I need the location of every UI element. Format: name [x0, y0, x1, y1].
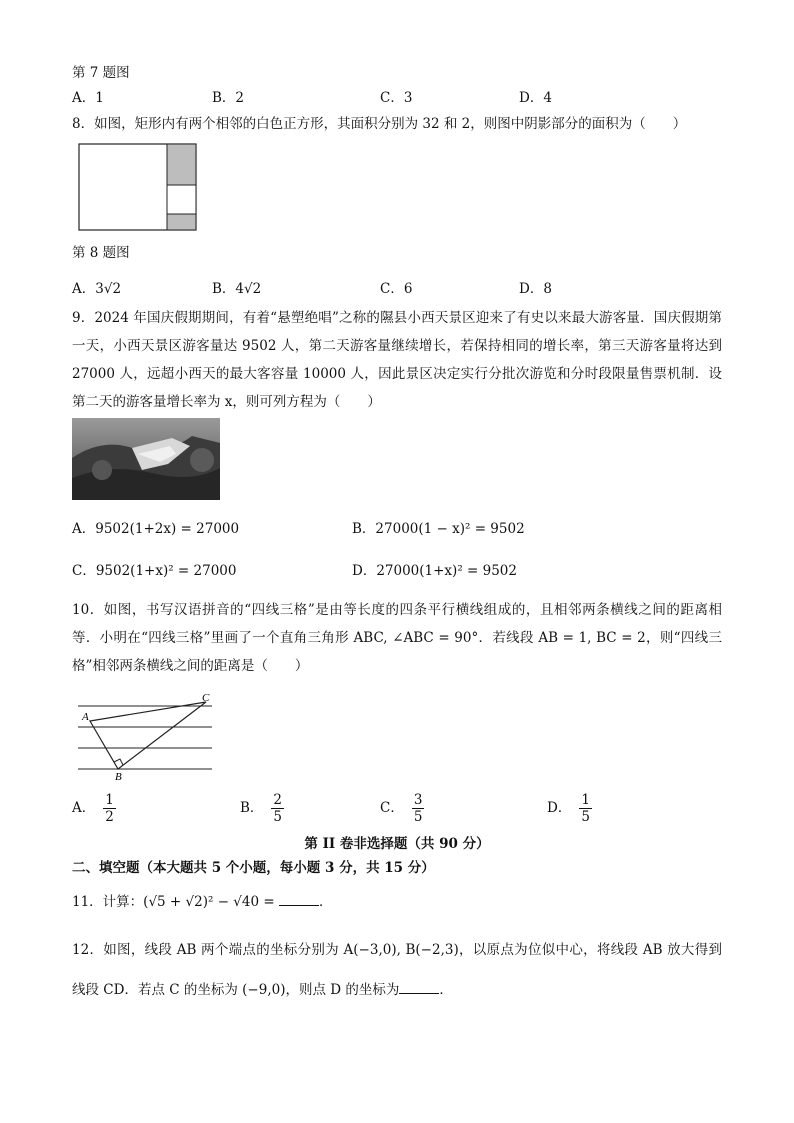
- q11-answer-blank[interactable]: [279, 891, 319, 906]
- q12-stem: 12．如图，线段 AB 两个端点的坐标分别为 A(−3,0), B(−2,3)，以原点为位似中心，将线段 AB 放大得到线段 CD．若点 C 的坐标为 (−9,0)，则点 D 的坐标为: [72, 942, 722, 998]
- q8-option-c: C．6: [380, 281, 413, 297]
- q8-option-a: A．3√2: [72, 281, 122, 297]
- q10-option-c: [380, 792, 424, 825]
- label-a: A: [82, 711, 89, 723]
- numerator: 2: [273, 792, 283, 808]
- q7-option-a: A．1: [72, 90, 104, 106]
- numerator: 3: [413, 792, 423, 808]
- q9-scenic-photo: [72, 418, 220, 500]
- q9-option-c: C．9502(1+x)² = 27000: [72, 563, 237, 579]
- q12-answer-blank[interactable]: [399, 979, 439, 994]
- fraction: [103, 792, 116, 825]
- numerator: 1: [581, 792, 590, 808]
- q7-option-b: B．2: [212, 90, 245, 106]
- fraction: [412, 792, 425, 825]
- label-b: B: [115, 771, 122, 782]
- q11-end: ．: [318, 894, 333, 910]
- option-letter: B．: [240, 800, 264, 816]
- q10-option-b: [240, 792, 284, 825]
- denominator: 5: [273, 809, 283, 825]
- shaded-region-bottom: [167, 214, 196, 230]
- q8-rectangle-figure: [78, 143, 198, 233]
- q7-figure-caption: 第 7 题图: [72, 65, 130, 81]
- section2-title: 二、填空题（本大题共 5 个小题，每小题 3 分，共 15 分）: [72, 860, 435, 876]
- q12: [72, 930, 722, 1010]
- q9-option-a: A．9502(1+2x) = 27000: [72, 521, 240, 537]
- shaded-region-top: [167, 144, 196, 185]
- q7-option-c: C．3: [380, 90, 413, 106]
- xiaoxitian-landscape-image: [72, 418, 220, 500]
- q9-stem: 9．2024 年国庆假期期间，有着“悬塑绝唱”之称的隰县小西天景区迎来了有史以来最大游客量．国庆假期第一天，小西天景区游客量达 9502 人，第二天游客量继续增长，若保持相同的增长率，第三天游客量将达到 27000 人，远超小西天的最大客容量 10000 人，因此景区决定实行分批次游览和分时段限量售票机制．设第二天的游客量增长率为 x，则可列方程为（ ）: [72, 310, 722, 410]
- q10-option-a: [72, 792, 116, 825]
- fraction: [579, 792, 592, 825]
- q9-option-d: D．27000(1+x)² = 9502: [352, 563, 517, 579]
- part2-title: 第 II 卷非选择题（共 90 分）: [304, 836, 490, 852]
- q8-option-b: B．4√2: [212, 281, 262, 297]
- numerator: 1: [105, 792, 114, 808]
- option-letter: A．: [72, 800, 96, 816]
- q9-option-b: B．27000(1 − x)² = 9502: [352, 521, 525, 537]
- small-white-square: [167, 185, 196, 214]
- right-triangle-abc: [90, 702, 206, 769]
- q10-stem: 10．如图，书写汉语拼音的“四线三格”是由等长度的四条平行横线组成的，且相邻两条横线之间的距离相等．小明在“四线三格”里画了一个直角三角形 ABC, ∠ABC = 90°．若线段 AB = 1, BC = 2，则“四线三格”相邻两条横线之间的距离是（ ）: [72, 602, 722, 674]
- q8-stem: 8．如图，矩形内有两个相邻的白色正方形，其面积分别为 32 和 2，则图中阴影部分的面积为（ ）: [72, 116, 687, 132]
- denominator: 2: [105, 809, 114, 825]
- q12-end: ．: [439, 982, 453, 998]
- option-letter: C．: [380, 800, 404, 816]
- option-letter: D．: [547, 800, 572, 816]
- denominator: 5: [581, 809, 590, 825]
- q10-four-lines-figure: [72, 690, 222, 782]
- fraction: [271, 792, 284, 825]
- q11: [72, 891, 332, 912]
- q8-figure-caption: 第 8 题图: [72, 245, 130, 261]
- label-c: C: [202, 692, 210, 704]
- denominator: 5: [413, 809, 423, 825]
- q11-stem: 11．计算：(√5 + √2)² − √40 =: [72, 894, 275, 910]
- q8-option-d: D．8: [519, 281, 552, 297]
- q7-option-d: D．4: [519, 90, 552, 106]
- q10-option-d: [547, 792, 592, 825]
